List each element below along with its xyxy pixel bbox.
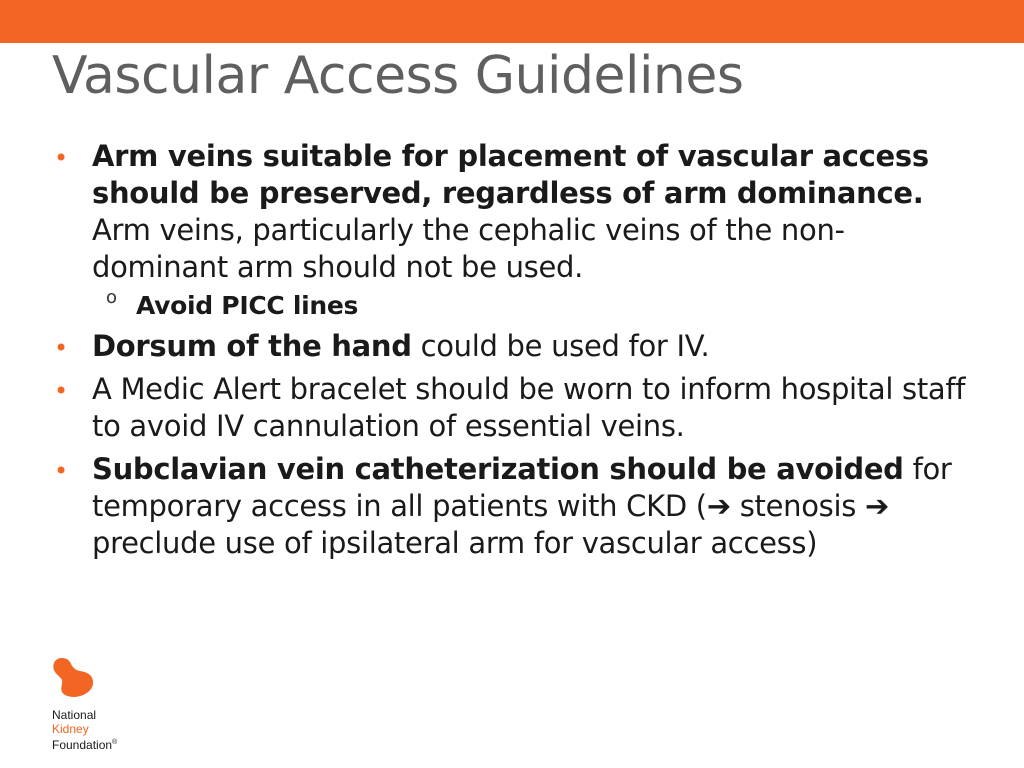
sub-bullet-1-text: Avoid PICC lines (136, 291, 359, 320)
bullet-item-3 (52, 371, 972, 445)
bullet-2-bold: Dorsum of the hand (92, 329, 412, 363)
bullet-dot: • (54, 457, 69, 485)
bullet-list (52, 138, 972, 562)
kidney-logo-icon (52, 656, 96, 698)
bullet-3-text: A Medic Alert bracelet should be worn to inform hospital staff to avoid IV cannulation of essential veins. (92, 372, 966, 443)
bullet-dot: • (54, 377, 69, 405)
bullet-4-rest-c: preclude use of ipsilateral arm for vascular access) (92, 526, 818, 560)
bullet-item-2 (52, 328, 972, 365)
sub-bullet-item-1 (52, 287, 972, 322)
logo-line-national: National (52, 708, 97, 722)
logo-line-kidney: Kidney (52, 722, 89, 736)
arrow-right-icon: ➔ (706, 489, 731, 523)
registered-mark: ® (112, 739, 118, 746)
bullet-dot: • (54, 334, 69, 362)
bullet-2-rest: could be used for IV. (411, 329, 710, 363)
sub-bullet-marker: o (106, 287, 118, 308)
bullet-4-rest-b: stenosis (730, 489, 865, 523)
bullet-1-bold: Arm veins suitable for placement of vascular access should be preserved, regardless of arm dominance. (92, 139, 929, 210)
bullet-4-rest-a: for temporary access in all patients with CKD ( (92, 452, 952, 523)
bullet-1-rest: Arm veins, particularly the cephalic veins of the non-dominant arm should not be used. (92, 213, 845, 284)
bullet-item-1 (52, 138, 972, 286)
arrow-right-icon: ➔ (864, 489, 889, 523)
bullet-item-4 (52, 451, 972, 562)
logo-line-foundation: Foundation (52, 738, 113, 752)
national-kidney-foundation-logo (52, 656, 132, 756)
bullet-dot: • (54, 144, 69, 172)
top-accent-bar (0, 0, 1024, 43)
slide-title: Vascular Access Guidelines (52, 46, 744, 106)
bullet-4-bold: Subclavian vein catheterization should be avoided (92, 452, 904, 486)
